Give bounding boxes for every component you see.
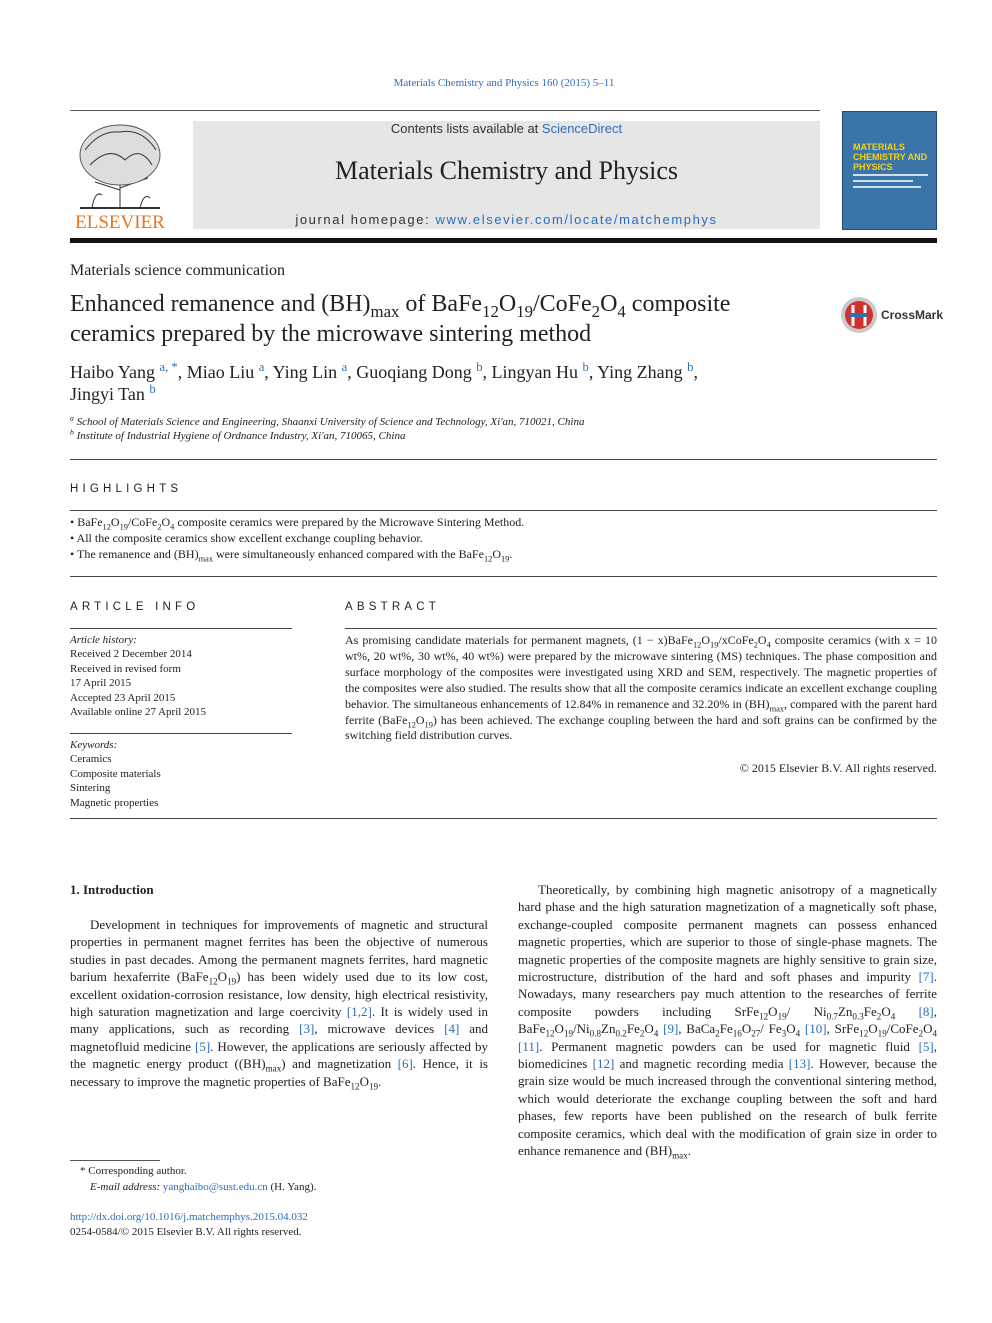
keywords-rule [70, 733, 292, 734]
citation-link[interactable]: [10] [804, 1021, 827, 1037]
affiliation-b: $^b$ Institute of Industrial Hygiene of Ordnance Industry, Xi'an, 710065, China [70, 427, 406, 442]
crossmark-label: CrossMark [881, 308, 944, 322]
highlight-item: • $BaFe_{12}O_{19}/CoFe_2O_4$ composite ceramics were prepared by the Microwave Sintering Method. [70, 515, 525, 532]
history-item: Received 2 December 2014 [70, 648, 192, 661]
abstract-copyright: © 2015 Elsevier B.V. All rights reserved. [739, 761, 937, 775]
email-label: E-mail address: [90, 1181, 163, 1193]
history-item: Accepted 23 April 2015 [70, 691, 176, 704]
homepage-link[interactable]: www.elsevier.com/locate/matchemphys [435, 212, 718, 227]
citation-link[interactable]: [3] [299, 1021, 315, 1037]
citation-link[interactable]: [1,2] [346, 1004, 372, 1020]
article-type: Materials science communication [70, 262, 286, 279]
author-name: Haibo Yang [70, 362, 156, 382]
citation-link[interactable]: [5] [918, 1038, 934, 1054]
email-link[interactable]: yanghaibo@sust.edu.cn [162, 1181, 268, 1193]
history-item: 17 April 2015 [70, 677, 132, 690]
author-affiliation-mark[interactable]: a [341, 360, 348, 374]
author-name: Ying Zhang [597, 362, 683, 382]
citation-link[interactable]: [13] [788, 1056, 811, 1072]
author-name: Guoqiang Dong [356, 362, 472, 382]
journal-reference-link[interactable]: Materials Chemistry and Physics 160 (2015) 5–11 [393, 77, 615, 89]
author-name: Jingyi Tan [70, 384, 145, 404]
author-name: Lingyan Hu [491, 362, 579, 382]
keyword-item: Magnetic properties [70, 796, 159, 809]
sciencedirect-link[interactable]: ScienceDirect [541, 121, 623, 136]
issn-copyright: 0254-0584/© 2015 Elsevier B.V. All rights reserved. [70, 1226, 302, 1238]
footnote-rule [70, 1160, 160, 1161]
highlights-top-rule [70, 510, 937, 511]
citation-link[interactable]: [11] [518, 1038, 540, 1054]
author-name: Ying Lin [272, 362, 338, 382]
keywords-label: Keywords: [70, 739, 118, 751]
journal-homepage-line [193, 212, 820, 227]
keyword-item: Ceramics [70, 753, 112, 766]
highlight-item: • The remanence and $(BH)_{max}$ were simultaneously enhanced compared with the $BaFe_{12}O_{19}$. [70, 547, 513, 564]
article-title: Enhanced remanence and $(BH)_{max}$ of $BaFe_{12}O_{19}/CoFe_2O_4$ composite ceramics prepared by the microwave sintering method [70, 291, 731, 347]
elsevier-tree-icon [70, 120, 170, 232]
header-thick-rule [70, 238, 937, 243]
abstract-text: As promising candidate materials for permanent magnets, $(1 - x)BaFe_{12}O_{19}/xCoFe_2O_4$ composite ceramics (with x = 10 wt%, 20 wt%, 30 wt%, 40 wt%) were prepared by the microwave sintering (MS) techniques. The phase composition and surface morphology of the composites were investigated using XRD and SEM, respectively. The magnetic properties of the composites were also studied. The results show that all the composite ceramics indicate an excellent exchange coupling behavior. The simultaneous enhancements of 12.84% in remanence and 32.20% in $(BH)_{max}$, compared with the parent hard ferrite $(BaFe_{12}O_{19})$ has been achieved. The exchange coupling between the hard and soft grains can be confirmed by the switching field distribution curves. [345, 633, 938, 743]
article-info-heading: ARTICLE INFO [70, 601, 200, 613]
highlights-heading: HIGHLIGHTS [70, 483, 183, 495]
author-list: Haibo Yang $^{a, *}$, Miao Liu $^a$, Ying Lin $^a$, Guoqiang Dong $^b$, Lingyan Hu $^b$, Ying Zhang $^b$, Jingyi Tan $^b$ [70, 360, 698, 404]
contents-line [193, 121, 820, 136]
cover-title: MATERIALS CHEMISTRY AND PHYSICS [853, 142, 928, 172]
highlights-bottom-rule [70, 576, 937, 577]
author-affiliation-mark[interactable]: b [476, 360, 483, 374]
author-affiliation-mark[interactable]: b [149, 382, 156, 396]
history-label: Article history: [70, 634, 137, 646]
citation-link[interactable]: [5] [195, 1038, 211, 1054]
author-affiliation-mark[interactable]: b [582, 360, 589, 374]
citation-link[interactable]: [12] [592, 1056, 615, 1072]
contents-prefix: Contents lists available at [390, 121, 542, 136]
homepage-prefix: journal homepage: [295, 212, 436, 227]
elsevier-logo [70, 120, 170, 232]
citation-link[interactable]: [4] [444, 1021, 460, 1037]
section-divider [70, 459, 937, 460]
affiliation-a: $^a$ School of Materials Science and Engineering, Shaanxi University of Science and Technology, Xi'an, 710021, China [70, 413, 585, 428]
introduction-heading: 1. Introduction [70, 882, 154, 897]
crossmark-badge[interactable] [840, 296, 944, 336]
crossmark-icon [840, 296, 878, 334]
email-note: E-mail address: yanghaibo@sust.edu.cn (H. Yang). [90, 1181, 317, 1193]
citation-link[interactable]: [8] [918, 1003, 934, 1019]
history-item: Available online 27 April 2015 [70, 706, 207, 719]
citation-link[interactable]: [9] [663, 1021, 679, 1037]
abstract-heading: ABSTRACT [345, 601, 440, 613]
journal-title: Materials Chemistry and Physics [334, 156, 678, 185]
abstract-rule [345, 628, 937, 629]
highlights-list [70, 514, 937, 562]
header-divider [70, 110, 820, 111]
article-info-rule [70, 628, 292, 629]
history-item: Received in revised form [70, 662, 181, 675]
introduction-paragraph-1: Development in techniques for improvements of magnetic and structural properties in permanent magnet ferrites has been the objective of numerous studies in past decades. Among the permanent magnets ferrites, hard magnetic barium hexaferrite $(BaFe_{12}O_{19})$ has been widely used due to its low cost, excellent oxidation-corrosion resistance, low density, high electrical resistivity, high saturation magnetization and large coercivity [1,2]. It is widely used in many applications, such as recording [3], microwave devices [4] and magnetofluid medicine [5]. However, the applications are seriously affected by the magnetic energy product $((BH)_{max})$ and magnetization [6]. Hence, it is necessary to improve the magnetic properties of $BaFe_{12}O_{19}$. [70, 917, 489, 1092]
corresponding-author-note: * Corresponding author. [80, 1165, 187, 1177]
keyword-item: Composite materials [70, 767, 161, 780]
citation-link[interactable]: [7] [918, 969, 934, 985]
section-divider [70, 818, 937, 819]
doi-link[interactable]: http://dx.doi.org/10.1016/j.matchemphys.2015.04.032 [70, 1211, 308, 1223]
author-affiliation-mark[interactable]: a, * [159, 360, 178, 374]
introduction-paragraph-2: Theoretically, by combining high magnetic anisotropy of a magnetically hard phase and the high saturation magnetization of a magnetically soft phase, exchange-coupled composite permanent magnets can possess enhanced magnetic properties, which are superior to those of single-phase magnets. The magnetic properties of the composite magnets are highly sensitive to grain size, microstructure, distribution of the hard and soft phases and impurity [7]. Nowadays, many researchers pay much attention to the researches of ferrite composite powders including $SrFe_{12}O_{19}/$ $Ni_{0.7}Zn_{0.3}Fe_2O_4$ [8], $BaFe_{12}O_{19}/Ni_{0.8}Zn_{0.2}Fe_2O_4$ [9], $BaCa_2Fe_{16}O_{27}/$ $Fe_3O_4$ [10], $SrFe_{12}O_{19}/CoFe_2O_4$ [11]. Permanent magnetic powders can be used for magnetic fluid [5], biomedicines [12] and magnetic recording media [13]. However, because the grain size would be much increased through the conventional sintering method, which would deteriorate the exchange coupling between the soft and hard phases, few reports have been published on the research of bulk ferrite composite ceramics, which deal with the modification of grain size in order to enhance remanence and $(BH)_{max}$. [518, 882, 938, 1161]
citation-link[interactable]: [6] [397, 1056, 413, 1072]
author-name: Miao Liu [186, 362, 255, 382]
article-history [70, 633, 292, 719]
author-affiliation-mark[interactable]: a [258, 360, 265, 374]
journal-cover-thumbnail [842, 111, 937, 230]
keywords [70, 738, 292, 810]
keyword-item: Sintering [70, 782, 111, 795]
author-affiliation-mark[interactable]: b [687, 360, 694, 374]
highlight-item: • All the composite ceramics show excellent exchange coupling behavior. [70, 531, 423, 545]
elsevier-wordmark: ELSEVIER [75, 212, 165, 232]
